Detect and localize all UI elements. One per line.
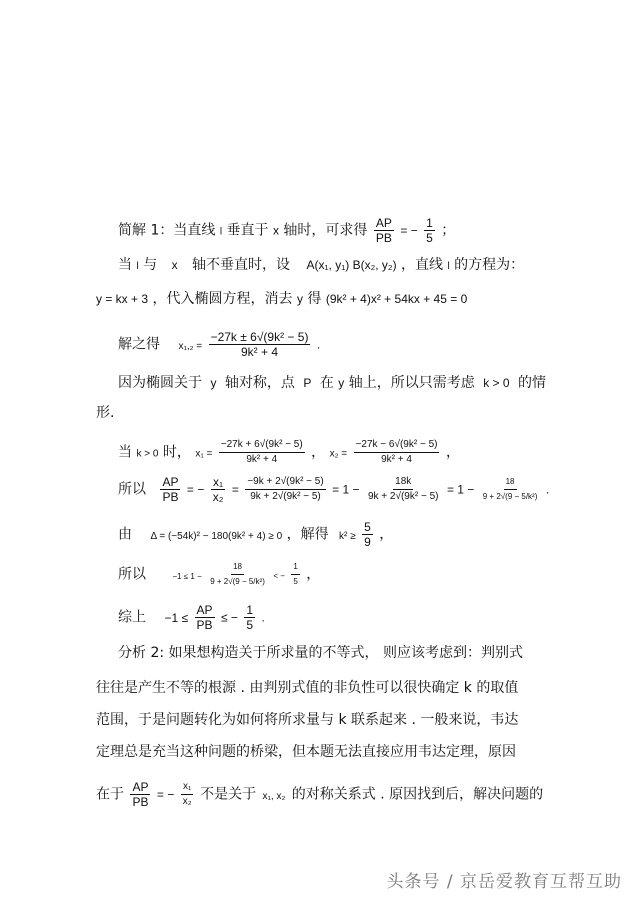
text: 解之得 <box>118 336 160 353</box>
text: 轴对称，点 <box>224 375 295 391</box>
line-8: 所以 $\frac{AP}{PB}$ = − $\frac{\text{x₁}}{\text{x₂}}$ = $\frac{\text{−9k + 2√(9k² − 5)}}{\text{9k + 2√(9k² − 5)}}$ = 1 − $\frac{18k}{\text{9k + 2√(9k² − 5)}}$ = 1 − $\frac{18}{\text{9 + 2√(9 − 5/k²)}}$ . <box>118 475 550 504</box>
text: 轴不垂直时，设 <box>192 257 291 273</box>
math-var: y <box>210 376 217 390</box>
math-condition: k > 0 <box>483 376 510 390</box>
text: 综上 <box>118 609 146 626</box>
text: 的方程为： <box>454 257 525 273</box>
text: ，解得 <box>286 526 329 543</box>
text: 轴上，所以只需考虑 <box>348 375 475 391</box>
line-2 <box>118 255 524 277</box>
math-points: A(x₁, y₁) B(x₂, y₂) <box>306 258 397 272</box>
fraction-18: $\frac{18}{\text{9 + 2√(9 − 5/k²)}}$ <box>210 562 265 586</box>
math-op: = − <box>400 223 418 238</box>
fraction-five-ninths: $\frac{5}{9}$ <box>364 520 371 549</box>
text: ，直线 <box>401 257 444 273</box>
math-lhs: −1 ≤ 1 − <box>172 571 202 581</box>
fraction-ap-pb: $\frac{AP}{PB}$ <box>196 603 213 632</box>
math-lhs: x₂ = <box>329 448 348 460</box>
line-9 <box>118 520 393 549</box>
text: 因为椭圆关于 <box>118 375 202 391</box>
fraction-x1-x2: $\frac{\text{x₁}}{\text{x₂}}$ <box>212 475 224 504</box>
text: ， <box>311 444 326 461</box>
line-1 <box>118 216 455 245</box>
paragraph-line-2: 往往是产生不等的根源 . 由判别式值的非负性可以很快确定 k 的取值 <box>96 680 519 696</box>
text: 时， <box>162 444 191 461</box>
text: ， <box>306 566 321 583</box>
text: 的情 <box>518 375 546 391</box>
math-lhs: x₁,₂ = <box>178 340 203 352</box>
math-op: = − <box>186 482 205 497</box>
text: 与 <box>143 257 158 273</box>
line-7 <box>118 438 460 467</box>
math-var: y <box>296 292 303 306</box>
fraction-ratio: $\frac{\text{−9k + 2√(9k² − 5)}}{\text{9k + 2√(9k² − 5)}}$ <box>247 476 324 502</box>
text: 的对称关系式 . 原因找到后，解决问题的 <box>291 786 544 803</box>
text: 在 <box>319 375 334 391</box>
line-10 <box>118 560 320 589</box>
math-var: l <box>447 261 450 272</box>
math-var: l <box>136 261 139 272</box>
text: 当 <box>118 257 132 273</box>
line-3 <box>96 289 467 309</box>
text: 垂直于 <box>226 222 269 239</box>
math-lhs: −1 ≤ <box>164 610 189 625</box>
line-4 <box>118 330 320 359</box>
watermark: 头条号 / 京岳爱教育互帮互助 <box>386 872 622 892</box>
text: . <box>545 482 550 497</box>
text: ，代入椭圆方程，消去 <box>152 291 293 307</box>
text: . <box>316 337 321 352</box>
text: ， <box>379 526 394 543</box>
math-var: P <box>303 376 312 390</box>
math-var: x <box>272 223 279 238</box>
math-var: y <box>338 376 345 390</box>
math-condition: k > 0 <box>136 448 159 460</box>
fraction-roots: $\frac{\text{−27k ± 6√(9k² − 5)}}{\text{9k² + 4}}$ <box>210 330 309 359</box>
text: . <box>261 610 265 625</box>
text: 所以 <box>118 566 146 583</box>
fraction-ap-pb: $\frac{AP}{PB}$ <box>375 216 392 245</box>
math-line-equation: y = kx + 3 <box>96 292 149 306</box>
fraction-x1: $\frac{\text{−27k + 6√(9k² − 5)}}{\text{9k² + 4}}$ <box>220 439 303 465</box>
math-op: ≤ − <box>220 610 238 625</box>
fraction-one-fifth: $\frac{1}{5}$ <box>426 216 433 245</box>
fraction-x2: $\frac{\text{−27k − 6√(9k² − 5)}}{\text{9k² + 4}}$ <box>355 439 438 465</box>
text: ， <box>445 444 460 461</box>
math-op: = − <box>156 787 175 802</box>
math-op: < − <box>273 571 285 581</box>
math-quadratic: (9k² + 4)x² + 54kx + 45 = 0 <box>325 292 468 306</box>
text: 得 <box>307 291 322 307</box>
line-5 <box>118 373 546 393</box>
line-11 <box>118 603 265 632</box>
text: 所以 <box>118 481 146 498</box>
math-inequality: k² ≥ <box>339 530 356 542</box>
paragraph-line-1: 分析 2: 如果想构造关于所求量的不等式， 则应该考虑到：判别式 <box>118 645 523 661</box>
fraction-one-fifth: $\frac{1}{5}$ <box>293 562 298 586</box>
text: 形. <box>96 405 115 421</box>
math-discriminant: Δ = (−54k)² − 180(9k² + 4) ≥ 0 <box>150 530 283 542</box>
paragraph-line-3: 范围，于是问题转化为如何将所求量与 k 联系起来 . 一般来说，韦达 <box>96 712 519 728</box>
fraction-18k: $\frac{18k}{\text{9k + 2√(9k² − 5)}}$ <box>367 476 439 502</box>
text: 由 <box>118 526 132 543</box>
math-var: l <box>219 226 223 238</box>
fraction-one-fifth: $\frac{1}{5}$ <box>246 603 254 632</box>
text: ； <box>441 222 456 239</box>
text: 当 <box>118 444 132 461</box>
math-lhs: x₁ = <box>195 448 213 460</box>
math-op: = 1 − <box>332 482 360 497</box>
fraction-18: $\frac{18}{\text{9 + 2√(9 − 5/k²)}}$ <box>482 477 538 501</box>
fraction-x1-x2: $\frac{\text{x₁}}{\text{x₂}}$ <box>182 781 192 807</box>
text: 不是关于 <box>200 786 257 803</box>
math-op: = 1 − <box>446 482 475 497</box>
line-6 <box>96 403 114 423</box>
math-var: x <box>171 258 178 272</box>
text: 在于 <box>96 786 124 803</box>
math-vars: x₁, x₂ <box>262 790 286 802</box>
paragraph-line-4: 定理总是充当这种问题的桥梁，但本题无法直接应用韦达定理，原因 <box>96 744 516 760</box>
fraction-ap-pb: $\frac{AP}{PB}$ <box>162 475 179 504</box>
text: 简解 1：当直线 <box>118 222 216 239</box>
fraction-ap-pb: $\frac{AP}{PB}$ <box>132 780 149 809</box>
text: 轴时，可求得 <box>283 222 368 239</box>
line-16 <box>96 780 543 809</box>
